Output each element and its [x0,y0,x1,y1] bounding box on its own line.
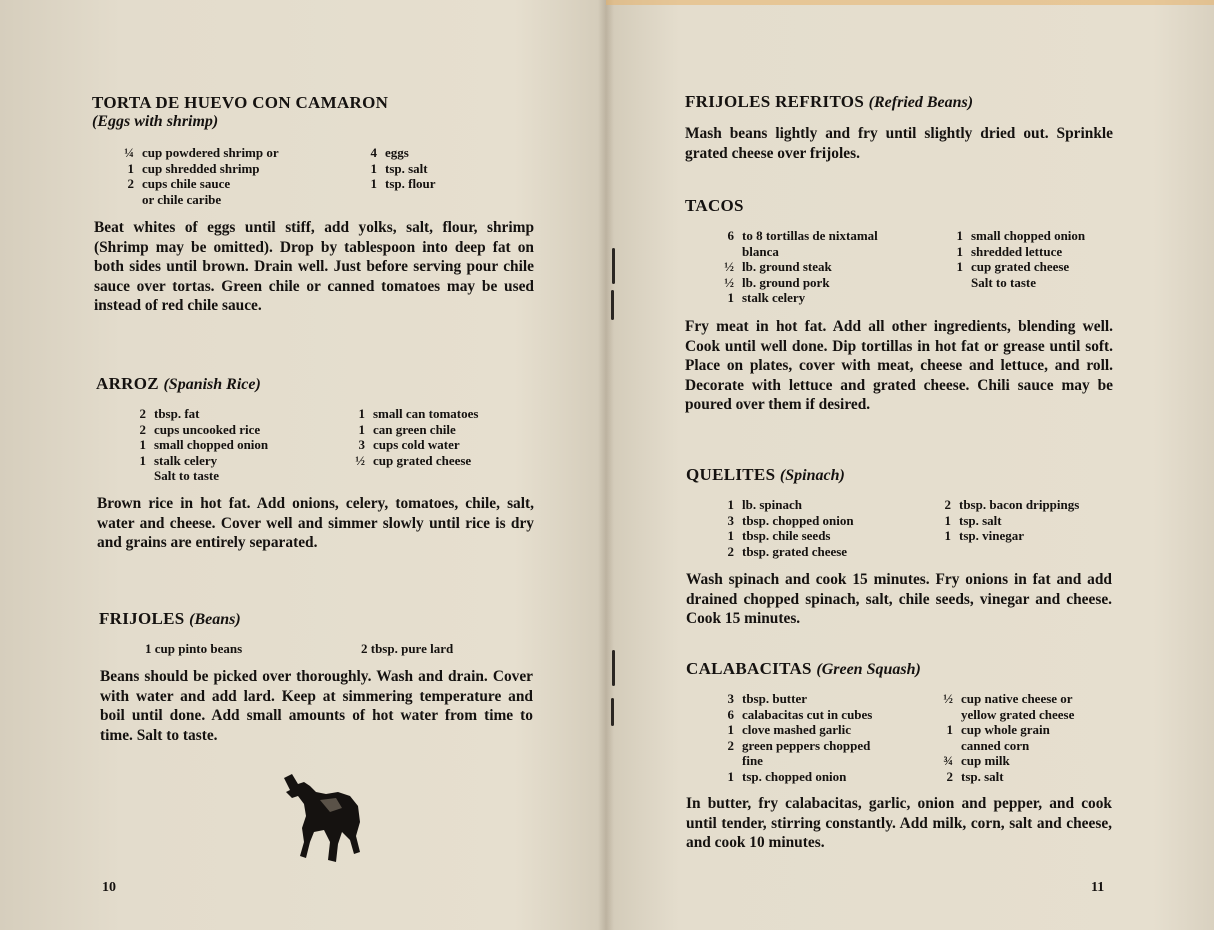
staple-bottom-2 [611,698,614,726]
book-spine [598,0,614,930]
ingredient-text: tsp. salt [959,512,1002,528]
ingredient-text: lb. spinach [742,497,802,512]
ingredient-item [937,753,1074,769]
ingredient-qty: 3 [727,512,734,528]
ingredient-item [935,497,1079,513]
ingredient-qty: 2 [944,497,951,512]
ingredient-qty [718,753,742,769]
staple-top [612,248,615,284]
ingredient-qty: 1 [358,406,365,421]
ingredient-item [718,244,878,260]
ingredient-qty [718,244,742,260]
ingredient-qty: 2 [139,406,146,421]
ingredient-text: cup native cheese or [961,691,1073,706]
ingredient-item [718,290,878,306]
frijoles-title: FRIJOLES (Beans) [99,609,241,628]
ingredient-text: calabacitas cut in cubes [742,706,873,722]
ingredient-text: lb. ground steak [742,259,832,274]
ingredient-text: Salt to taste [154,468,219,483]
ingredient-qty: 6 [727,228,734,243]
ingredient-qty: 1 [727,768,734,784]
ingredient-item [935,513,1079,529]
ingredient-item [130,453,268,469]
ingredient-text: green peppers chopped [742,737,871,753]
ingredient-item [130,422,268,438]
ingredient-item [718,722,872,738]
ingredient-text: fine [742,753,763,768]
ingredient-text: cup whole grain [961,722,1050,737]
ingredient-text: tbsp. grated cheese [742,543,848,559]
ingredient-qty: 1 [727,722,734,737]
ingredient-text: clove mashed garlic [742,722,852,737]
ingredient-text: cup shredded shrimp [142,160,260,176]
ingredient-qty: 1 [358,421,365,437]
ingredient-text: tbsp. bacon drippings [959,497,1080,512]
ingredient-item [718,707,872,723]
quelites-ingredients-col1 [718,497,854,559]
ingredient-text: stalk celery [154,452,218,468]
ingredient-text: canned corn [961,737,1030,753]
ingredient-text: tsp. chopped onion [742,768,847,784]
ingredient-text: Salt to taste [971,274,1036,290]
ingredient-item [349,406,478,422]
tacos-directions: Fry meat in hot fat. Add all other ingredients, blending well. Cook until well done. Dip tortillas in hot fat or grease until soft. Place on plates, cover with meat, cheese and lettuce, and roll. Decorate with lettuce and grated cheese. Chili sauce may be poured over them if desired. [685,318,1113,413]
ingredient-item [361,161,436,177]
ingredient-item [947,228,1085,244]
arroz-directions: Brown rice in hot fat. Add onions, celery, tomatoes, chile, salt, water and cheese. Cover well and simmer slowly until rice is dry and grains are entirely separated. [97,495,534,551]
torta-title: TORTA DE HUEVO CON CAMARON [92,93,389,112]
ingredient-item [937,707,1074,723]
tacos-ingredients-col2 [947,228,1085,290]
ingredient-text: cup milk [961,753,1010,768]
tacos-ingredients-col1 [718,228,878,306]
ingredient-text: lb. ground pork [742,274,830,290]
ingredient-text: cups uncooked rice [154,421,261,437]
ingredient-text: tsp. flour [385,176,436,191]
quelites-title: QUELITES (Spinach) [686,465,845,484]
ingredient-qty: 1 [956,259,963,274]
ingredient-text: tsp. salt [961,768,1004,784]
ingredient-text: tbsp. chile seeds [742,528,831,543]
ingredient-item [947,244,1085,260]
ingredient-text: small chopped onion [971,228,1086,243]
ingredient-text: to 8 tortillas de nixtamal [742,228,878,243]
burro-icon [280,770,364,866]
ingredient-item [718,691,872,707]
calabacitas-ingredients-col2 [937,691,1074,784]
ingredient-qty: 2 [946,768,953,784]
ingredient-text: small chopped onion [154,437,269,452]
torta-ingredients-col1 [118,145,279,207]
ingredient-qty: 1 [727,290,734,305]
ingredient-qty: 1 [727,497,734,512]
refritos-subtitle: (Refried Beans) [868,94,974,111]
ingredient-item [947,275,1085,291]
ingredient-text: can green chile [373,421,456,437]
ingredient-item [130,468,268,484]
ingredient-qty: 1 [944,512,951,528]
ingredient-text: cups cold water [373,437,460,452]
ingredient-qty: 2 [727,543,734,559]
calabacitas-directions: In butter, fry calabacitas, garlic, onion and pepper, and cook until tender, stirring constantly. Add milk, corn, salt and cheese, and cook 10 minutes. [686,795,1112,851]
refritos-title: FRIJOLES REFRITOS (Refried Beans) [685,92,974,111]
ingredient-item [118,145,279,161]
ingredient-qty: 1 [727,528,734,543]
ingredient-qty: 3 [727,691,734,706]
ingredient-qty: 1 [956,228,963,243]
ingredient-item [349,437,478,453]
ingredient-item [718,259,878,275]
torta-ingredients-col2 [361,145,436,192]
ingredient-item [718,497,854,513]
ingredient-qty: 4 [370,145,377,160]
frijoles-ingredient-1: 1 cup pinto beans [145,641,243,656]
torta-subtitle: (Eggs with shrimp) [92,113,219,130]
ingredient-qty [947,275,971,291]
ingredient-item [718,769,872,785]
ingredient-text: eggs [385,145,409,160]
ingredient-item [130,437,268,453]
arroz-title: ARROZ (Spanish Rice) [96,374,261,393]
ingredient-text: or chile caribe [142,191,222,207]
ingredient-text: yellow grated cheese [961,706,1075,722]
ingredient-item [718,738,872,754]
arroz-ingredients-col2 [349,406,478,468]
ingredient-item [718,228,878,244]
ingredient-qty: 3 [358,437,365,452]
frijoles-directions: Beans should be picked over thoroughly. Wash and drain. Cover with water and add lard. Keep at simmering temperature and boil until done. Add small amounts of hot water from time to time. Salt to taste. [100,668,533,744]
ingredient-qty: 2 [139,421,146,437]
ingredient-qty: ½ [943,691,953,706]
ingredient-qty [130,468,154,484]
ingredient-text: cup grated cheese [971,259,1070,274]
ingredient-text: cup powdered shrimp or [142,145,279,160]
ingredient-qty: 1 [370,176,377,191]
quelites-directions: Wash spinach and cook 15 minutes. Fry onions in fat and add drained chopped spinach, salt, chile seeds, vinegar and cheese. Cook 15 minutes. [686,571,1112,627]
ingredient-item [361,145,436,161]
ingredient-item [349,453,478,469]
ingredient-qty: 1 [139,437,146,452]
ingredient-text: stalk celery [742,290,806,305]
ingredient-qty: ½ [724,259,734,274]
ingredient-item [937,738,1074,754]
page-number-right: 11 [1091,880,1105,895]
ingredient-text: tbsp. chopped onion [742,512,854,528]
ingredient-qty: ½ [355,452,365,468]
ingredient-item [718,528,854,544]
tacos-title: TACOS [685,196,744,215]
ingredient-text: small can tomatoes [373,406,479,421]
ingredient-qty: 1 [956,243,963,259]
page-edge [606,0,1214,5]
ingredient-text: blanca [742,243,779,259]
ingredient-item [118,176,279,192]
quelites-ingredients-col2 [935,497,1079,544]
ingredient-qty: ¾ [943,753,953,768]
calabacitas-ingredients-col1 [718,691,872,784]
ingredient-text: cup grated cheese [373,452,472,468]
quelites-subtitle: (Spinach) [779,467,845,484]
ingredient-qty: 1 [946,722,953,737]
ingredient-item [130,406,268,422]
ingredient-item [718,544,854,560]
calabacitas-title: CALABACITAS (Green Squash) [686,659,921,678]
refritos-directions: Mash beans lightly and fry until slightly dried out. Sprinkle grated cheese over frijoles. [685,125,1113,162]
ingredient-text: tsp. salt [385,160,428,176]
torta-directions: Beat whites of eggs until stiff, add yolks, salt, flour, shrimp (Shrimp may be omitted). Drop by tablespoon into deep fat on both sides until brown. Drain well. Just before serving pour chile sauce over tortas. Green chile or canned tomatoes may be used instead of red chile sauce. [94,219,534,314]
ingredient-qty: 1 [139,452,146,468]
ingredient-qty: ¼ [124,145,134,160]
ingredient-qty: 1 [944,528,951,543]
ingredient-qty: 2 [727,737,734,753]
arroz-ingredients-col1 [130,406,268,484]
ingredient-qty: 1 [370,160,377,176]
ingredient-qty [118,192,142,208]
ingredient-qty: 2 [127,176,134,191]
calabacitas-subtitle: (Green Squash) [816,661,921,678]
ingredient-item [947,259,1085,275]
ingredient-qty [937,707,961,723]
ingredient-item [937,769,1074,785]
ingredient-item [935,528,1079,544]
ingredient-item [718,513,854,529]
ingredient-item [937,722,1074,738]
page-number-left: 10 [102,880,116,895]
ingredient-text: tbsp. fat [154,406,200,421]
ingredient-qty: ½ [724,274,734,290]
frijoles-ingredient-2: 2 tbsp. pure lard [361,641,454,656]
ingredient-text: tsp. vinegar [959,528,1024,543]
ingredient-qty: 1 [127,160,134,176]
ingredient-text: tbsp. butter [742,691,808,706]
ingredient-item [118,192,279,208]
ingredient-item [349,422,478,438]
staple-top-2 [611,290,614,320]
ingredient-text: cups chile sauce [142,176,231,191]
ingredient-item [718,275,878,291]
ingredient-item [118,161,279,177]
ingredient-item [361,176,436,192]
frijoles-subtitle: (Beans) [189,611,241,628]
ingredient-qty: 6 [727,706,734,722]
staple-bottom [612,650,615,686]
arroz-subtitle: (Spanish Rice) [163,376,261,393]
ingredient-qty [937,738,961,754]
ingredient-item [937,691,1074,707]
ingredient-text: shredded lettuce [971,243,1063,259]
ingredient-item [718,753,872,769]
